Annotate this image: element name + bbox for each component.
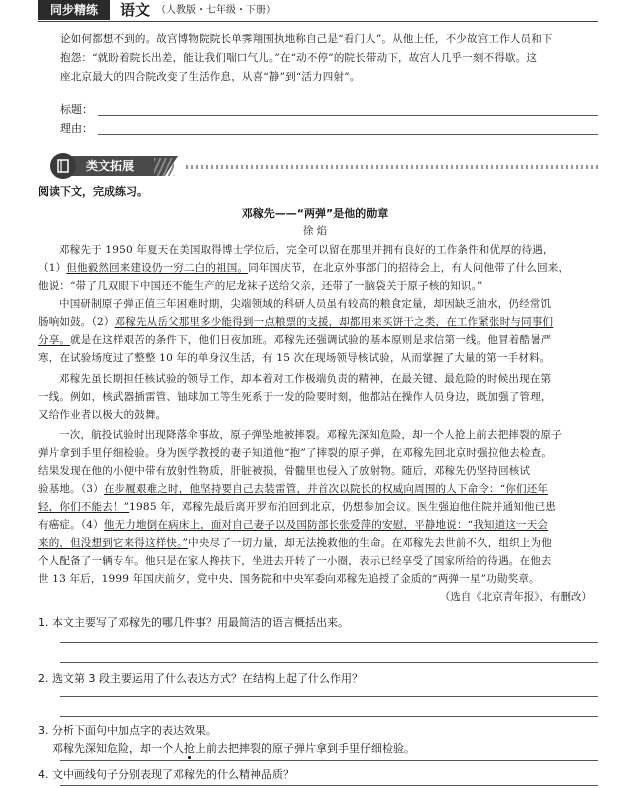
p2-line-2-start: 肠响如鼓。 bbox=[38, 316, 92, 328]
q3-dotted-char: 抢 bbox=[184, 742, 195, 755]
title-label: 标题： bbox=[60, 103, 93, 116]
header-subject: 语文 bbox=[120, 1, 151, 19]
reason-label: 理由： bbox=[60, 122, 93, 135]
p2-line-4: 寒，在试验场度过了整整 10 年的单身汉生活，有 15 次在现场领导核试验，从而掌握了大量的第一手材料。 bbox=[38, 352, 551, 364]
underlined-sentence-4b: 来的，但没想到它来得这样快。” bbox=[38, 537, 189, 549]
header-edition: （人教版・七年级・下册） bbox=[156, 5, 276, 16]
marker-1: （1） bbox=[38, 262, 67, 274]
p4-line-2: 弹片拿到手里仔细检验。身为医学教授的妻子知道他“抱”了摔裂的原子弹，在邓稼先回北京时强拉他去检查。 bbox=[38, 447, 553, 459]
p1-line-2 bbox=[38, 259, 569, 278]
question-2 bbox=[38, 670, 363, 686]
answer-line-2b[interactable] bbox=[60, 716, 598, 717]
marker-2: （2） bbox=[91, 316, 115, 328]
question-2-text: 选文第 3 段主要运用了什么表达方式？在结构上起了什么作用？ bbox=[52, 672, 363, 685]
underlined-sentence-3a: 在步履艰难之时，他坚持要自己去装雷管，并首次以院长的权威向周围的人下命令：“你们还年 bbox=[103, 483, 549, 495]
title-answer-line[interactable] bbox=[98, 115, 598, 116]
p1-line-1: 邓稼先于 1950 年夏天在美国取得博士学位后，完全可以留在那里并拥有良好的工作条件和优厚的待遇， bbox=[59, 244, 554, 256]
p4-line-6-start: 有癌症。 bbox=[38, 519, 81, 531]
intro-line-3: 座北京最大的四合院改变了生活作息，从喜“静”到“活力四射”。 bbox=[60, 71, 361, 83]
intro-line-1: 论如何都想不到的。故宫博物院院长单霁翔围执地称自己是“看门人”。从他上任，不少故宫工作人员和下 bbox=[60, 33, 553, 45]
question-2-number: 2. bbox=[38, 672, 49, 685]
reading-instruction: 阅读下文，完成练习。 bbox=[38, 185, 148, 198]
p4-line-9: 世 13 年后，1999 年国庆前夕，党中央、国务院和中央军委向邓稼先追授了金质的“两弹一星”功勋奖章。 bbox=[38, 573, 540, 585]
question-3-sentence bbox=[52, 740, 415, 756]
p3-line-3: 又给作业者以极大的鼓舞。 bbox=[38, 409, 167, 421]
marker-3: （3） bbox=[80, 483, 104, 495]
q3-sentence-after: 上前去把摔裂的原子弹片拿到手里仔细检验。 bbox=[195, 742, 415, 755]
p4-line-8: 个人配备了一辆专车。他只是在家人搀扶下，坐进去开转了一小圈，表示已经享受了国家所给的待遇。在他去 bbox=[38, 555, 552, 567]
question-4 bbox=[38, 766, 294, 782]
underlined-sentence-1: 但他毅然回来建设仍一穷二白的祖国。 bbox=[66, 262, 249, 274]
header-tag: 同步精练 bbox=[38, 0, 110, 20]
p4-line-3: 结果发现在他的小便中带有放射性物质，肝脏被损，骨髓里也侵入了放射物。随后，邓稼先仍坚持回核试 bbox=[38, 465, 531, 477]
article-title: 邓稼先——“两弹”是他的勋章 bbox=[241, 207, 389, 220]
underlined-sentence-4a: 他无力地倒在病床上，面对自己妻子以及国防部长张爱萍的安慰，平静地说：“我知道这一天会 bbox=[103, 519, 549, 531]
q3-sentence-before: 邓稼先深知危险，却一个人 bbox=[52, 742, 184, 755]
underlined-sentence-3b: 轻，你们不能去！” bbox=[38, 501, 130, 513]
p1-line-3: 他说：“带了几双眼下中国还不能生产的尼龙袜子送给父亲，还带了一脑袋关于原子核的知识。” bbox=[38, 280, 483, 292]
question-4-text: 文中画线句子分别表现了邓稼先的什么精神品质？ bbox=[52, 768, 294, 781]
underlined-sentence-2b: 分享。 bbox=[38, 334, 71, 346]
question-1 bbox=[38, 614, 349, 630]
p2-line-1: 中国研制原子弹正值三年困难时期，尖端领域的科研人员虽有较高的粮食定量，却因缺乏油水，仍经常饥 bbox=[59, 298, 552, 310]
page-header bbox=[38, 0, 598, 22]
question-3-text: 分析下面句中加点字的表达效果。 bbox=[52, 724, 217, 737]
answer-line-1a[interactable] bbox=[60, 642, 598, 643]
p2-line-3 bbox=[38, 331, 552, 350]
question-4-number: 4. bbox=[38, 768, 49, 781]
question-3 bbox=[38, 722, 217, 738]
question-1-number: 1. bbox=[38, 616, 49, 629]
section-title: 类文拓展 bbox=[86, 159, 135, 173]
reason-answer-line[interactable] bbox=[98, 134, 598, 135]
answer-line-1b[interactable] bbox=[60, 662, 598, 663]
p4-line-4 bbox=[38, 480, 548, 499]
intro-line-2: 抱怨：“就盼着院长出差，能让我们喘口气儿。”在“动不停”的院长带动下，故宫人几乎一刻不得歇。这 bbox=[60, 52, 538, 64]
answer-line-4a[interactable] bbox=[60, 785, 598, 786]
p3-line-2: 一线。例如，核武器插雷管、铀球加工等生死系于一发的险要时刻，他都站在操作人员身边，既加强了管理， bbox=[38, 391, 552, 403]
p3-line-1: 邓稼先虽长期担任核试验的领导工作，却本着对工作极端负责的精神，在最关键、最危险的时候出现在第 bbox=[59, 373, 552, 385]
book-icon bbox=[50, 153, 76, 179]
p4-line-5 bbox=[38, 498, 556, 517]
answer-line-2a[interactable] bbox=[60, 696, 598, 697]
p4-line-4-start: 验基地。 bbox=[38, 483, 81, 495]
p4-line-5-rest: 1985 年，邓稼先最后离开罗布泊回到北京，仍想参加会议。医生强迫他住院并通知他已患 bbox=[129, 501, 557, 513]
header-rule bbox=[38, 21, 598, 22]
article-author: 徐 焰 bbox=[302, 225, 328, 237]
p4-line-7 bbox=[38, 534, 552, 553]
p2-line-2 bbox=[38, 313, 553, 332]
answer-line-3a[interactable] bbox=[60, 760, 598, 761]
p1-line-2-rest: 同年国庆节，在北京外事部门的招待会上，有人问他带了什么回来， bbox=[248, 262, 570, 274]
banner-stripes bbox=[154, 158, 174, 176]
article-source: （选自《北京青年报》，有删改） bbox=[439, 591, 592, 603]
p4-line-7-rest: 中央尽了一切力量，却无法挽救他的生命。在邓稼先去世前不久，组织上为他 bbox=[188, 537, 552, 549]
banner-dash-band bbox=[186, 165, 598, 169]
p4-line-6 bbox=[38, 516, 548, 535]
p4-line-1: 一次，航投试验时出现降落伞事故，原子弹坠地被摔裂。邓稼先深知危险，却一个人抢上前去把摔裂的原子 bbox=[59, 429, 562, 441]
underlined-sentence-2a: 邓稼先从岳父那里多少能得到一点粮票的支援，却都用来买饼干之类，在工作紧张时与同事们 bbox=[114, 316, 554, 328]
marker-4: （4） bbox=[80, 519, 104, 531]
question-3-number: 3. bbox=[38, 724, 49, 737]
p2-line-3-rest: 就是在这样艰苦的条件下，他们日夜加班。邓稼先还强调试验的基本原则是求信第一线。他冒着酷暑严 bbox=[70, 334, 552, 346]
question-1-text: 本文主要写了邓稼先的哪几件事？用最简洁的语言概括出来。 bbox=[52, 616, 349, 629]
